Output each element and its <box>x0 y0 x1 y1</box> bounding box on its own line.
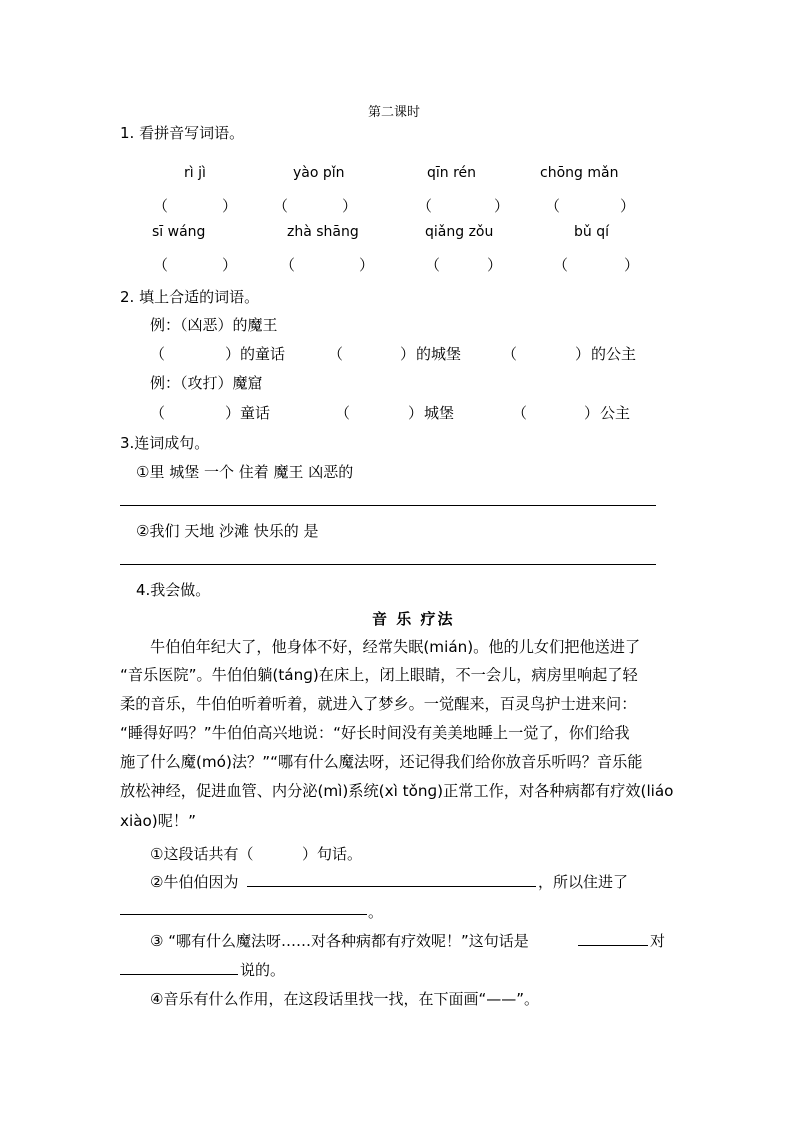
sub3-middle: 对 <box>650 932 666 950</box>
pinyin-chongman: chōng mǎn <box>540 165 619 181</box>
page-title: 第二课时 <box>368 105 421 120</box>
pinyin-qinren: qīn rén <box>427 165 477 181</box>
answer-line-1 <box>120 505 656 506</box>
q2-word-tonghua: 的童话 <box>240 345 286 363</box>
q2-word-chengbao: 的城堡 <box>416 345 462 363</box>
sub2-prefix: ②牛伯伯因为 <box>150 873 239 891</box>
sub1-prefix: ①这段话共有（ <box>150 845 254 863</box>
answer-paren-open: （ <box>273 197 289 215</box>
answer-paren-close: ） <box>222 256 238 274</box>
answer-paren-open: （ <box>153 197 169 215</box>
fill-paren-open: （ <box>502 345 518 363</box>
sub2-middle: ，所以住进了 <box>538 873 629 891</box>
answer-paren-open: （ <box>545 197 561 215</box>
answer-line-2 <box>120 564 656 565</box>
answer-paren-close: ） <box>222 197 238 215</box>
sub3-blank-1 <box>578 945 648 946</box>
q2-example1: 例：（凶恶）的魔王 <box>150 316 278 334</box>
answer-paren-close: ） <box>342 197 358 215</box>
fill-paren-open: （ <box>335 404 351 422</box>
answer-paren-open: （ <box>153 256 169 274</box>
story-line: “睡得好吗？”牛伯伯高兴地说：“好长时间没有美美地睡上一觉了，你们给我 <box>120 724 630 742</box>
story-title: 音 乐 疗法 <box>372 610 455 628</box>
q4-heading: 4.我会做。 <box>136 581 211 599</box>
fill-paren-open: （ <box>512 404 528 422</box>
q2-heading: 2. 填上合适的词语。 <box>120 288 260 306</box>
pinyin-zhashang: zhà shāng <box>287 224 359 240</box>
q3-item2: ②我们 天地 沙滩 快乐的 是 <box>136 522 319 540</box>
q2-word-gongzhu: 的公主 <box>591 345 637 363</box>
pinyin-siwang: sī wáng <box>152 224 206 240</box>
story-line: 牛伯伯年纪大了，他身体不好，经常失眠(mián)。他的儿女们把他送进了 <box>150 638 641 656</box>
q2-word-gongzhu-2: 公主 <box>600 404 631 422</box>
answer-paren-close: ） <box>624 256 640 274</box>
answer-paren-close: ） <box>620 197 636 215</box>
answer-paren-open: （ <box>553 256 569 274</box>
sub2-blank-1 <box>247 886 536 887</box>
sub4-text: ④音乐有什么作用，在这段话里找一找，在下面画“——”。 <box>150 990 539 1008</box>
sub3-prefix: ③ “哪有什么魔法呀……对各种病都有疗效呢！”这句话是 <box>150 932 529 950</box>
answer-paren-open: （ <box>417 197 433 215</box>
fill-paren-close: ） <box>575 345 591 363</box>
pinyin-riji: rì jì <box>184 165 206 181</box>
q3-heading: 3.连词成句。 <box>120 434 210 452</box>
q2-word-chengbao-2: 城堡 <box>424 404 455 422</box>
fill-paren-open: （ <box>150 404 166 422</box>
q2-word-tonghua-2: 童话 <box>240 404 271 422</box>
story-line: “音乐医院”。牛伯伯躺(tánɡ)在床上，闭上眼睛，不一会儿，病房里响起了轻 <box>120 666 638 684</box>
sub2-end: 。 <box>368 903 384 921</box>
answer-paren-close: ） <box>487 256 503 274</box>
story-line: 柔的音乐，牛伯伯听着听着，就进入了梦乡。一觉醒来，百灵鸟护士进来问： <box>120 695 637 713</box>
answer-paren-close: ） <box>494 197 510 215</box>
fill-paren-close: ） <box>225 345 241 363</box>
sub3-blank-2 <box>120 974 238 975</box>
sub3-suffix: 说的。 <box>240 961 286 979</box>
story-line: 放松神经，促进血管、内分泌(mì)系统(xì tǒnɡ)正常工作，对各种病都有疗效(liáo <box>120 782 674 800</box>
answer-paren-close: ） <box>359 256 375 274</box>
story-line: xiào)呢！” <box>120 812 196 830</box>
sub1-suffix: ）句话。 <box>302 845 363 863</box>
fill-paren-close: ） <box>408 404 424 422</box>
q2-example2: 例：（攻打）魔窟 <box>150 374 263 392</box>
pinyin-yaopin: yào pǐn <box>293 165 345 181</box>
fill-paren-close: ） <box>584 404 600 422</box>
story-line: 施了什么魔(mó)法？”“哪有什么魔法呀，还记得我们给你放音乐听吗？音乐能 <box>120 753 643 771</box>
fill-paren-close: ） <box>400 345 416 363</box>
fill-paren-open: （ <box>328 345 344 363</box>
q1-heading: 1. 看拼音写词语。 <box>120 124 245 142</box>
fill-paren-open: （ <box>150 345 166 363</box>
pinyin-qiangzou: qiǎng zǒu <box>425 224 494 240</box>
pinyin-buqi: bǔ qí <box>574 224 609 240</box>
answer-paren-open: （ <box>425 256 441 274</box>
answer-paren-open: （ <box>280 256 296 274</box>
q3-item1: ①里 城堡 一个 住着 魔王 凶恶的 <box>136 463 354 481</box>
fill-paren-close: ） <box>225 404 241 422</box>
sub2-blank-2 <box>120 914 367 915</box>
